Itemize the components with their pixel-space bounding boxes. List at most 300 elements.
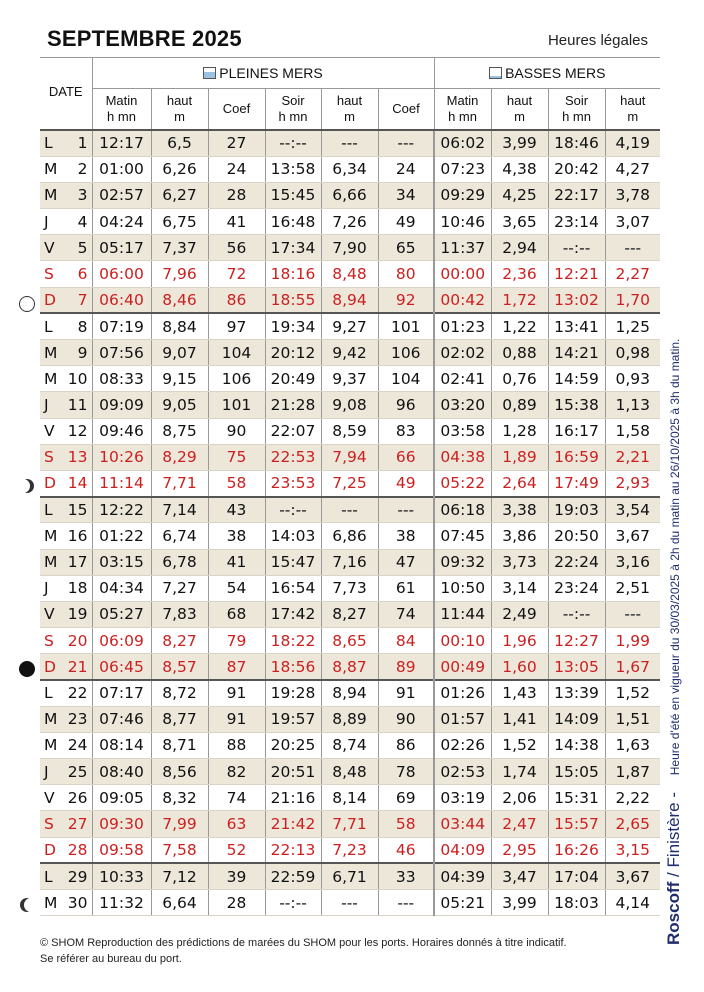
cell-pm1: 01:00 xyxy=(92,156,151,182)
cell-pm1: 11:14 xyxy=(92,470,151,496)
cell-bm1: 07:45 xyxy=(434,523,491,549)
cell-c2: 46 xyxy=(378,837,434,863)
cell-c1: 91 xyxy=(208,706,265,732)
cell-h1: 9,05 xyxy=(151,392,208,418)
cell-bm1: 07:23 xyxy=(434,156,491,182)
cell-c1: 75 xyxy=(208,444,265,470)
cell-c2: 101 xyxy=(378,313,434,339)
cell-bh2: 2,21 xyxy=(605,444,660,470)
port-caption xyxy=(664,305,684,945)
cell-n: 12 xyxy=(66,418,92,444)
port-region: / Finistère - xyxy=(664,787,683,882)
cell-d: M xyxy=(40,366,66,392)
cell-c2: 34 xyxy=(378,182,434,208)
table-row xyxy=(40,654,660,680)
cell-c2: 80 xyxy=(378,261,434,287)
table-row xyxy=(40,497,660,523)
cell-h1: 7,58 xyxy=(151,837,208,863)
cell-d: J xyxy=(40,209,66,235)
table-row xyxy=(40,628,660,654)
cell-bm1: 00:00 xyxy=(434,261,491,287)
cell-n: 20 xyxy=(66,628,92,654)
cell-bm2: 22:17 xyxy=(548,182,605,208)
cell-c1: 28 xyxy=(208,889,265,915)
cell-bm1: 10:50 xyxy=(434,575,491,601)
cell-pm2: 19:28 xyxy=(265,680,321,706)
cell-h2: 8,87 xyxy=(321,654,378,680)
cell-c1: 72 xyxy=(208,261,265,287)
cell-c2: 106 xyxy=(378,340,434,366)
cell-bm2: 13:39 xyxy=(548,680,605,706)
cell-h2: 8,48 xyxy=(321,759,378,785)
cell-d: L xyxy=(40,863,66,889)
cell-h1: 7,99 xyxy=(151,811,208,837)
last-quarter-icon xyxy=(16,479,30,493)
cell-h2: 7,94 xyxy=(321,444,378,470)
cell-c1: 39 xyxy=(208,863,265,889)
cell-bm2: 15:31 xyxy=(548,785,605,811)
cell-c1: 24 xyxy=(208,156,265,182)
table-row xyxy=(40,313,660,339)
cell-bh2: 2,51 xyxy=(605,575,660,601)
cell-c2: 84 xyxy=(378,628,434,654)
cell-bh1: 1,22 xyxy=(491,313,548,339)
cell-pm2: 18:22 xyxy=(265,628,321,654)
cell-pm1: 02:57 xyxy=(92,182,151,208)
cell-bm2: 18:46 xyxy=(548,130,605,156)
cell-bh1: 3,99 xyxy=(491,130,548,156)
cell-bh2: 0,93 xyxy=(605,366,660,392)
cell-pm1: 06:40 xyxy=(92,287,151,313)
cell-bh1: 1,52 xyxy=(491,732,548,758)
table-row xyxy=(40,287,660,313)
cell-bh2: --- xyxy=(605,235,660,261)
cell-d: L xyxy=(40,130,66,156)
cell-h1: 8,32 xyxy=(151,785,208,811)
cell-bm2: 14:09 xyxy=(548,706,605,732)
cell-h1: 9,15 xyxy=(151,366,208,392)
cell-d: D xyxy=(40,837,66,863)
cell-c1: 38 xyxy=(208,523,265,549)
cell-bh1: 3,47 xyxy=(491,863,548,889)
table-row xyxy=(40,261,660,287)
cell-bm2: 16:59 xyxy=(548,444,605,470)
cell-pm2: 17:42 xyxy=(265,601,321,627)
cell-c2: 49 xyxy=(378,209,434,235)
cell-pm1: 07:46 xyxy=(92,706,151,732)
cell-c2: 78 xyxy=(378,759,434,785)
cell-h2: 8,65 xyxy=(321,628,378,654)
cell-c1: 97 xyxy=(208,313,265,339)
full-moon-icon xyxy=(19,296,35,312)
cell-bh2: 2,22 xyxy=(605,785,660,811)
cell-d: M xyxy=(40,889,66,915)
cell-h1: 6,5 xyxy=(151,130,208,156)
cell-d: V xyxy=(40,235,66,261)
cell-d: M xyxy=(40,732,66,758)
cell-pm2: 20:12 xyxy=(265,340,321,366)
cell-bm1: 04:09 xyxy=(434,837,491,863)
cell-c2: 86 xyxy=(378,732,434,758)
cell-h1: 8,56 xyxy=(151,759,208,785)
cell-pm2: 23:53 xyxy=(265,470,321,496)
cell-n: 4 xyxy=(66,209,92,235)
cell-bm2: 16:26 xyxy=(548,837,605,863)
cell-d: L xyxy=(40,680,66,706)
cell-bm1: 02:26 xyxy=(434,732,491,758)
cell-c2: 49 xyxy=(378,470,434,496)
cell-n: 21 xyxy=(66,654,92,680)
cell-bm1: 03:19 xyxy=(434,785,491,811)
cell-d: M xyxy=(40,182,66,208)
cell-d: L xyxy=(40,313,66,339)
table-row xyxy=(40,680,660,706)
cell-h2: 9,42 xyxy=(321,340,378,366)
cell-h1: 6,26 xyxy=(151,156,208,182)
cell-bm1: 05:21 xyxy=(434,889,491,915)
cell-pm1: 04:34 xyxy=(92,575,151,601)
cell-pm2: 18:56 xyxy=(265,654,321,680)
cell-c2: 90 xyxy=(378,706,434,732)
cell-h2: 8,89 xyxy=(321,706,378,732)
cell-bh1: 3,38 xyxy=(491,497,548,523)
time-zone-label: Heures légales xyxy=(547,32,648,49)
cell-bm2: 14:38 xyxy=(548,732,605,758)
table-row xyxy=(40,601,660,627)
table-row xyxy=(40,130,660,156)
cell-bm2: 14:59 xyxy=(548,366,605,392)
table-row xyxy=(40,837,660,863)
cell-bh1: 1,96 xyxy=(491,628,548,654)
cell-bm2: 15:38 xyxy=(548,392,605,418)
column-header-pm-haut-matin: haut m xyxy=(151,88,208,130)
cell-bm2: 17:04 xyxy=(548,863,605,889)
cell-n: 29 xyxy=(66,863,92,889)
cell-c2: 61 xyxy=(378,575,434,601)
cell-h1: 7,14 xyxy=(151,497,208,523)
cell-bh2: --- xyxy=(605,601,660,627)
cell-n: 8 xyxy=(66,313,92,339)
cell-pm1: 09:05 xyxy=(92,785,151,811)
cell-h2: 8,74 xyxy=(321,732,378,758)
cell-h1: 8,71 xyxy=(151,732,208,758)
cell-bh1: 1,60 xyxy=(491,654,548,680)
cell-pm2: 22:07 xyxy=(265,418,321,444)
cell-pm1: 08:33 xyxy=(92,366,151,392)
cell-h1: 7,83 xyxy=(151,601,208,627)
cell-pm1: 09:46 xyxy=(92,418,151,444)
cell-c2: 33 xyxy=(378,863,434,889)
column-header-pm-haut-soir: haut m xyxy=(321,88,378,130)
cell-c2: 38 xyxy=(378,523,434,549)
cell-c2: 47 xyxy=(378,549,434,575)
cell-n: 16 xyxy=(66,523,92,549)
cell-bm1: 01:23 xyxy=(434,313,491,339)
cell-c2: 96 xyxy=(378,392,434,418)
table-row xyxy=(40,470,660,496)
cell-bh1: 1,43 xyxy=(491,680,548,706)
cell-bh2: 1,25 xyxy=(605,313,660,339)
cell-bh1: 2,06 xyxy=(491,785,548,811)
cell-c2: 104 xyxy=(378,366,434,392)
cell-bm1: 03:58 xyxy=(434,418,491,444)
cell-n: 18 xyxy=(66,575,92,601)
table-row xyxy=(40,759,660,785)
cell-bm2: 12:27 xyxy=(548,628,605,654)
table-row xyxy=(40,444,660,470)
cell-d: D xyxy=(40,287,66,313)
cell-h2: 9,27 xyxy=(321,313,378,339)
cell-pm1: 07:17 xyxy=(92,680,151,706)
cell-bm1: 10:46 xyxy=(434,209,491,235)
cell-bm1: 01:57 xyxy=(434,706,491,732)
cell-n: 6 xyxy=(66,261,92,287)
cell-c2: --- xyxy=(378,497,434,523)
cell-bh2: 4,19 xyxy=(605,130,660,156)
cell-pm1: 05:17 xyxy=(92,235,151,261)
cell-pm1: 10:26 xyxy=(92,444,151,470)
cell-pm1: 08:14 xyxy=(92,732,151,758)
cell-bh1: 1,41 xyxy=(491,706,548,732)
cell-bm1: 09:29 xyxy=(434,182,491,208)
cell-n: 28 xyxy=(66,837,92,863)
cell-c2: 83 xyxy=(378,418,434,444)
cell-bm2: 23:14 xyxy=(548,209,605,235)
cell-bm2: 16:17 xyxy=(548,418,605,444)
table-row xyxy=(40,182,660,208)
cell-c1: 27 xyxy=(208,130,265,156)
cell-bm1: 09:32 xyxy=(434,549,491,575)
table-row xyxy=(40,863,660,889)
tide-rows xyxy=(40,130,660,916)
cell-c1: 74 xyxy=(208,785,265,811)
column-header-bm-matin: Matin h mn xyxy=(434,88,491,130)
cell-h1: 7,96 xyxy=(151,261,208,287)
cell-bh2: 3,15 xyxy=(605,837,660,863)
cell-h1: 6,27 xyxy=(151,182,208,208)
cell-bh2: 3,78 xyxy=(605,182,660,208)
cell-bh2: 1,52 xyxy=(605,680,660,706)
cell-bh1: 1,74 xyxy=(491,759,548,785)
group-header-basses-label: BASSES MERS xyxy=(505,64,606,81)
group-header-pleines-mers xyxy=(92,58,434,88)
new-moon-icon xyxy=(19,661,35,677)
cell-bh2: 2,65 xyxy=(605,811,660,837)
cell-h2: --- xyxy=(321,497,378,523)
cell-bh2: 3,54 xyxy=(605,497,660,523)
cell-pm2: 20:51 xyxy=(265,759,321,785)
cell-bm1: 06:02 xyxy=(434,130,491,156)
cell-c1: 91 xyxy=(208,680,265,706)
footer-line-1: © SHOM Reproduction des prédictions de marées du SHOM pour les ports. Horaires donnés à titre indicatif. xyxy=(40,937,567,949)
cell-bh2: 4,27 xyxy=(605,156,660,182)
cell-bh2: 1,63 xyxy=(605,732,660,758)
cell-bh1: 4,25 xyxy=(491,182,548,208)
cell-bh1: 4,38 xyxy=(491,156,548,182)
cell-c1: 63 xyxy=(208,811,265,837)
cell-n: 22 xyxy=(66,680,92,706)
cell-bh2: 1,51 xyxy=(605,706,660,732)
cell-bh2: 3,67 xyxy=(605,863,660,889)
cell-h2: 6,71 xyxy=(321,863,378,889)
cell-pm2: 14:03 xyxy=(265,523,321,549)
cell-c1: 106 xyxy=(208,366,265,392)
cell-c1: 88 xyxy=(208,732,265,758)
cell-bh2: 3,16 xyxy=(605,549,660,575)
cell-bh2: 1,87 xyxy=(605,759,660,785)
cell-c2: 58 xyxy=(378,811,434,837)
cell-c1: 58 xyxy=(208,470,265,496)
cell-n: 10 xyxy=(66,366,92,392)
cell-h2: --- xyxy=(321,889,378,915)
cell-bm1: 11:44 xyxy=(434,601,491,627)
cell-pm2: 21:16 xyxy=(265,785,321,811)
cell-bm1: 00:42 xyxy=(434,287,491,313)
table-row xyxy=(40,549,660,575)
cell-bh1: 3,73 xyxy=(491,549,548,575)
cell-h2: 6,66 xyxy=(321,182,378,208)
cell-bh1: 2,94 xyxy=(491,235,548,261)
cell-n: 15 xyxy=(66,497,92,523)
cell-bh1: 1,89 xyxy=(491,444,548,470)
cell-pm2: 18:55 xyxy=(265,287,321,313)
cell-h2: 6,86 xyxy=(321,523,378,549)
cell-bm1: 00:49 xyxy=(434,654,491,680)
cell-bm1: 03:20 xyxy=(434,392,491,418)
cell-pm2: 15:45 xyxy=(265,182,321,208)
cell-c1: 56 xyxy=(208,235,265,261)
group-header-basses-mers xyxy=(434,58,660,88)
column-header-pm-soir: Soir h mn xyxy=(265,88,321,130)
cell-c2: 66 xyxy=(378,444,434,470)
cell-c1: 87 xyxy=(208,654,265,680)
column-header-coef-matin: Coef xyxy=(208,88,265,130)
cell-bh2: 1,70 xyxy=(605,287,660,313)
cell-h2: 7,16 xyxy=(321,549,378,575)
cell-n: 23 xyxy=(66,706,92,732)
cell-n: 5 xyxy=(66,235,92,261)
group-header-pleines-label: PLEINES MERS xyxy=(219,64,323,81)
cell-h1: 8,46 xyxy=(151,287,208,313)
cell-h2: 9,37 xyxy=(321,366,378,392)
table-row xyxy=(40,889,660,915)
cell-bm1: 01:26 xyxy=(434,680,491,706)
cell-bh1: 0,76 xyxy=(491,366,548,392)
cell-bm1: 04:39 xyxy=(434,863,491,889)
cell-bh1: 2,64 xyxy=(491,470,548,496)
cell-h1: 7,71 xyxy=(151,470,208,496)
cell-bm1: 06:18 xyxy=(434,497,491,523)
cell-h2: 7,90 xyxy=(321,235,378,261)
cell-h2: 7,26 xyxy=(321,209,378,235)
cell-c1: 79 xyxy=(208,628,265,654)
cell-h1: 6,74 xyxy=(151,523,208,549)
cell-h1: 8,84 xyxy=(151,313,208,339)
column-header-pm-matin: Matin h mn xyxy=(92,88,151,130)
cell-h1: 8,72 xyxy=(151,680,208,706)
cell-h2: 8,94 xyxy=(321,680,378,706)
cell-h2: 7,73 xyxy=(321,575,378,601)
cell-h1: 7,27 xyxy=(151,575,208,601)
cell-d: M xyxy=(40,340,66,366)
cell-c2: 89 xyxy=(378,654,434,680)
footer-line-2: Se référer au bureau du port. xyxy=(40,953,182,965)
cell-n: 19 xyxy=(66,601,92,627)
cell-bh1: 2,49 xyxy=(491,601,548,627)
cell-bm2: 14:21 xyxy=(548,340,605,366)
cell-pm2: 15:47 xyxy=(265,549,321,575)
cell-d: S xyxy=(40,444,66,470)
cell-n: 3 xyxy=(66,182,92,208)
cell-pm2: 21:42 xyxy=(265,811,321,837)
table-row xyxy=(40,235,660,261)
high-tide-icon xyxy=(203,67,216,79)
cell-h2: 7,23 xyxy=(321,837,378,863)
table-row xyxy=(40,575,660,601)
cell-h2: 8,94 xyxy=(321,287,378,313)
cell-bh1: 3,99 xyxy=(491,889,548,915)
cell-bm1: 03:44 xyxy=(434,811,491,837)
cell-bm2: 19:03 xyxy=(548,497,605,523)
cell-n: 9 xyxy=(66,340,92,366)
cell-c1: 52 xyxy=(208,837,265,863)
cell-bm1: 11:37 xyxy=(434,235,491,261)
cell-pm1: 08:40 xyxy=(92,759,151,785)
table-row xyxy=(40,706,660,732)
cell-bm1: 02:02 xyxy=(434,340,491,366)
cell-pm1: 11:32 xyxy=(92,889,151,915)
cell-pm2: 19:34 xyxy=(265,313,321,339)
cell-bm1: 02:41 xyxy=(434,366,491,392)
cell-h2: 8,27 xyxy=(321,601,378,627)
cell-d: V xyxy=(40,418,66,444)
cell-pm2: --:-- xyxy=(265,130,321,156)
cell-bh2: 0,98 xyxy=(605,340,660,366)
cell-d: M xyxy=(40,549,66,575)
cell-n: 11 xyxy=(66,392,92,418)
cell-d: J xyxy=(40,392,66,418)
cell-n: 13 xyxy=(66,444,92,470)
cell-pm2: 18:16 xyxy=(265,261,321,287)
port-name: Roscoff xyxy=(664,881,683,945)
cell-bm2: 20:50 xyxy=(548,523,605,549)
cell-h1: 8,27 xyxy=(151,628,208,654)
table-row xyxy=(40,340,660,366)
cell-bm1: 04:38 xyxy=(434,444,491,470)
cell-c2: 65 xyxy=(378,235,434,261)
cell-d: D xyxy=(40,470,66,496)
cell-d: J xyxy=(40,575,66,601)
cell-pm2: 22:59 xyxy=(265,863,321,889)
column-header-bm-haut-matin: haut m xyxy=(491,88,548,130)
cell-bh2: 2,93 xyxy=(605,470,660,496)
cell-c1: 41 xyxy=(208,549,265,575)
cell-bh1: 1,72 xyxy=(491,287,548,313)
table-row xyxy=(40,156,660,182)
cell-pm1: 09:58 xyxy=(92,837,151,863)
cell-h1: 6,78 xyxy=(151,549,208,575)
cell-pm2: 16:54 xyxy=(265,575,321,601)
cell-h1: 6,75 xyxy=(151,209,208,235)
cell-bm1: 05:22 xyxy=(434,470,491,496)
cell-bm2: 13:02 xyxy=(548,287,605,313)
cell-pm1: 06:00 xyxy=(92,261,151,287)
cell-n: 14 xyxy=(66,470,92,496)
cell-c2: --- xyxy=(378,130,434,156)
cell-d: J xyxy=(40,759,66,785)
cell-n: 27 xyxy=(66,811,92,837)
cell-pm2: 20:49 xyxy=(265,366,321,392)
